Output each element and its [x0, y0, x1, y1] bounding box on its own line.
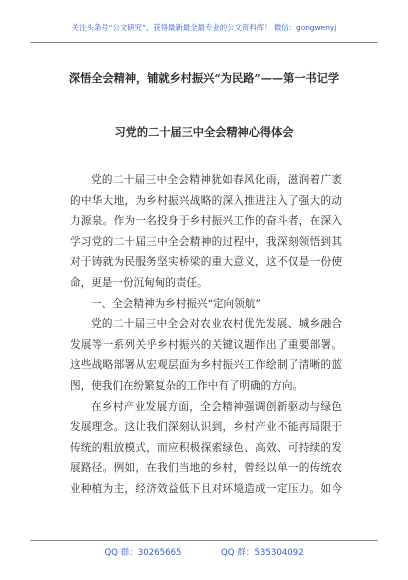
text-line: 传统的粗放模式，而应积极探索绿色、高效、可持续的发 [70, 441, 342, 454]
text-line: 对于铸就为民服务坚实桥梁的重大意义，这不仅是一份使 [70, 256, 342, 269]
text-line: 命，更是一份沉甸甸的责任。 [70, 276, 208, 289]
section-heading: 一、全会精神为乡村振兴“定向领航” [91, 297, 261, 310]
header-divider [30, 42, 378, 43]
footer-qq-group-2: QQ 群：535304092 [221, 548, 304, 558]
text-line: 力源泉。作为一名投身于乡村振兴工作的奋斗者，在深入 [70, 215, 342, 228]
header-note: 关注头条号“公文研究”，获得最新最全最专业的公文资料库！ 微信：gongwenyj [71, 23, 337, 32]
text-line: 党的二十届三中全会精神犹如春风化雨，滋润着广袤 [91, 174, 342, 186]
text-line: 学习党的二十届三中全会精神的过程中，我深刻领悟到其 [70, 235, 342, 248]
footer [0, 546, 408, 558]
text-line: 的中华大地，为乡村振兴战略的深入推进注入了强大的动 [70, 194, 342, 207]
text-line: 在乡村产业发展方面，全会精神强调创新驱动与绿色 [91, 400, 342, 413]
document-subtitle: 习党的二十届三中全会精神心得体会 [114, 125, 294, 139]
document-body [70, 170, 342, 500]
text-line: 发展理念。这让我们深刻认识到，乡村产业不能再局限于 [70, 421, 342, 434]
footer-divider [30, 540, 378, 541]
text-line: 业种植为主，经济效益低下且对环境造成一定压力。如今 [70, 482, 342, 495]
text-line: 党的二十届三中全会对农业农村优先发展、城乡融合 [91, 318, 342, 331]
text-line: 图，使我们在纷繁复杂的工作中有了明确的方向。 [70, 379, 304, 392]
text-line: 展路径。例如，在我们当地的乡村，曾经以单一的传统农 [70, 462, 342, 475]
text-line: 这些战略部署从宏观层面为乡村振兴工作绘制了清晰的蓝 [70, 359, 342, 372]
footer-qq-group-1: QQ 群：30265665 [104, 548, 182, 558]
document-title: 深悟全会精神，铺就乡村振兴“为民路”——第一书记学 [68, 71, 340, 85]
text-line: 发展等一系列关乎乡村振兴的关键议题作出了重要部署。 [70, 338, 342, 351]
